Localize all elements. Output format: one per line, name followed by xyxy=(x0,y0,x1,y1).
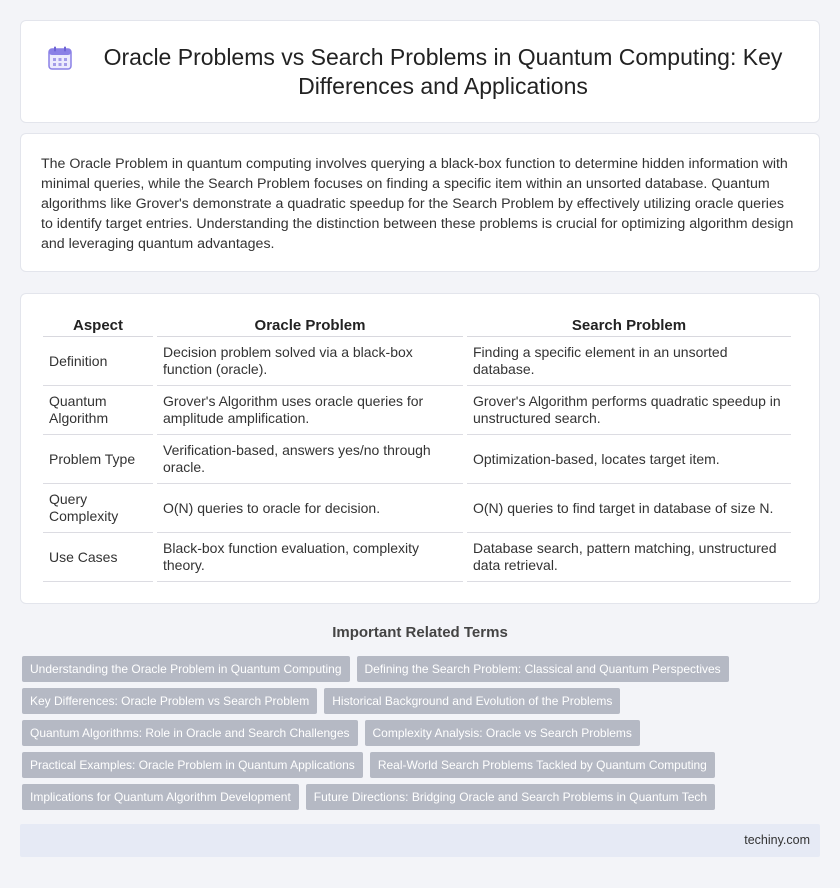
search-cell: Grover's Algorithm performs quadratic speedup in unstructured search. xyxy=(467,386,791,435)
comparison-card xyxy=(20,293,820,604)
page-title: Oracle Problems vs Search Problems in Quantum Computing: Key Differences and Applications xyxy=(103,43,783,99)
table-header-row xyxy=(43,314,791,337)
related-term-tag[interactable]: Future Directions: Bridging Oracle and Search Problems in Quantum Tech xyxy=(306,784,715,810)
related-terms-heading: Important Related Terms xyxy=(332,624,508,641)
oracle-cell: Grover's Algorithm uses oracle queries for amplitude amplification. xyxy=(157,386,463,435)
related-term-tag[interactable]: Historical Background and Evolution of the Problems xyxy=(324,688,620,714)
intro-paragraph: The Oracle Problem in quantum computing involves querying a black-box function to determine hidden information with minimal queries, while the Search Problem focuses on finding a specific item within an unsorted database. Quantum algorithms like Grover's demonstrate a quadratic speedup for the Search Problem by effectively utilizing oracle queries to identify target entries. Understanding the distinction between these problems is crucial for optimizing algorithm design and leveraging quantum advantages. xyxy=(41,156,794,252)
related-term-tag[interactable]: Implications for Quantum Algorithm Development xyxy=(22,784,299,810)
calendar-icon xyxy=(47,45,73,71)
related-term-tag[interactable]: Defining the Search Problem: Classical and Quantum Perspectives xyxy=(357,656,729,682)
footer-site-link[interactable]: techiny.com xyxy=(744,833,810,847)
aspect-cell: Definition xyxy=(43,337,153,386)
aspect-cell: Quantum Algorithm xyxy=(43,386,153,435)
intro-card xyxy=(20,133,820,272)
oracle-cell: O(N) queries to oracle for decision. xyxy=(157,484,463,533)
oracle-cell: Black-box function evaluation, complexity theory. xyxy=(157,533,463,582)
aspect-cell: Problem Type xyxy=(43,435,153,484)
related-terms-list xyxy=(22,656,822,810)
oracle-cell: Decision problem solved via a black-box function (oracle). xyxy=(157,337,463,386)
table-row xyxy=(43,435,791,484)
aspect-cell: Use Cases xyxy=(43,533,153,582)
column-header-aspect: Aspect xyxy=(43,314,153,337)
aspect-cell: Query Complexity xyxy=(43,484,153,533)
search-cell: Finding a specific element in an unsorted database. xyxy=(467,337,791,386)
header-card xyxy=(20,20,820,123)
table-row xyxy=(43,386,791,435)
related-term-tag[interactable]: Practical Examples: Oracle Problem in Quantum Applications xyxy=(22,752,363,778)
search-cell: O(N) queries to find target in database of size N. xyxy=(467,484,791,533)
table-row xyxy=(43,533,791,582)
footer xyxy=(20,824,820,857)
comparison-table xyxy=(39,314,795,582)
search-cell: Optimization-based, locates target item. xyxy=(467,435,791,484)
related-term-tag[interactable]: Understanding the Oracle Problem in Quantum Computing xyxy=(22,656,350,682)
table-row xyxy=(43,337,791,386)
related-term-tag[interactable]: Complexity Analysis: Oracle vs Search Problems xyxy=(365,720,640,746)
search-cell: Database search, pattern matching, unstructured data retrieval. xyxy=(467,533,791,582)
column-header-oracle: Oracle Problem xyxy=(157,314,463,337)
related-term-tag[interactable]: Real-World Search Problems Tackled by Quantum Computing xyxy=(370,752,715,778)
related-term-tag[interactable]: Key Differences: Oracle Problem vs Search Problem xyxy=(22,688,317,714)
related-term-tag[interactable]: Quantum Algorithms: Role in Oracle and Search Challenges xyxy=(22,720,358,746)
oracle-cell: Verification-based, answers yes/no through oracle. xyxy=(157,435,463,484)
column-header-search: Search Problem xyxy=(467,314,791,337)
table-row xyxy=(43,484,791,533)
